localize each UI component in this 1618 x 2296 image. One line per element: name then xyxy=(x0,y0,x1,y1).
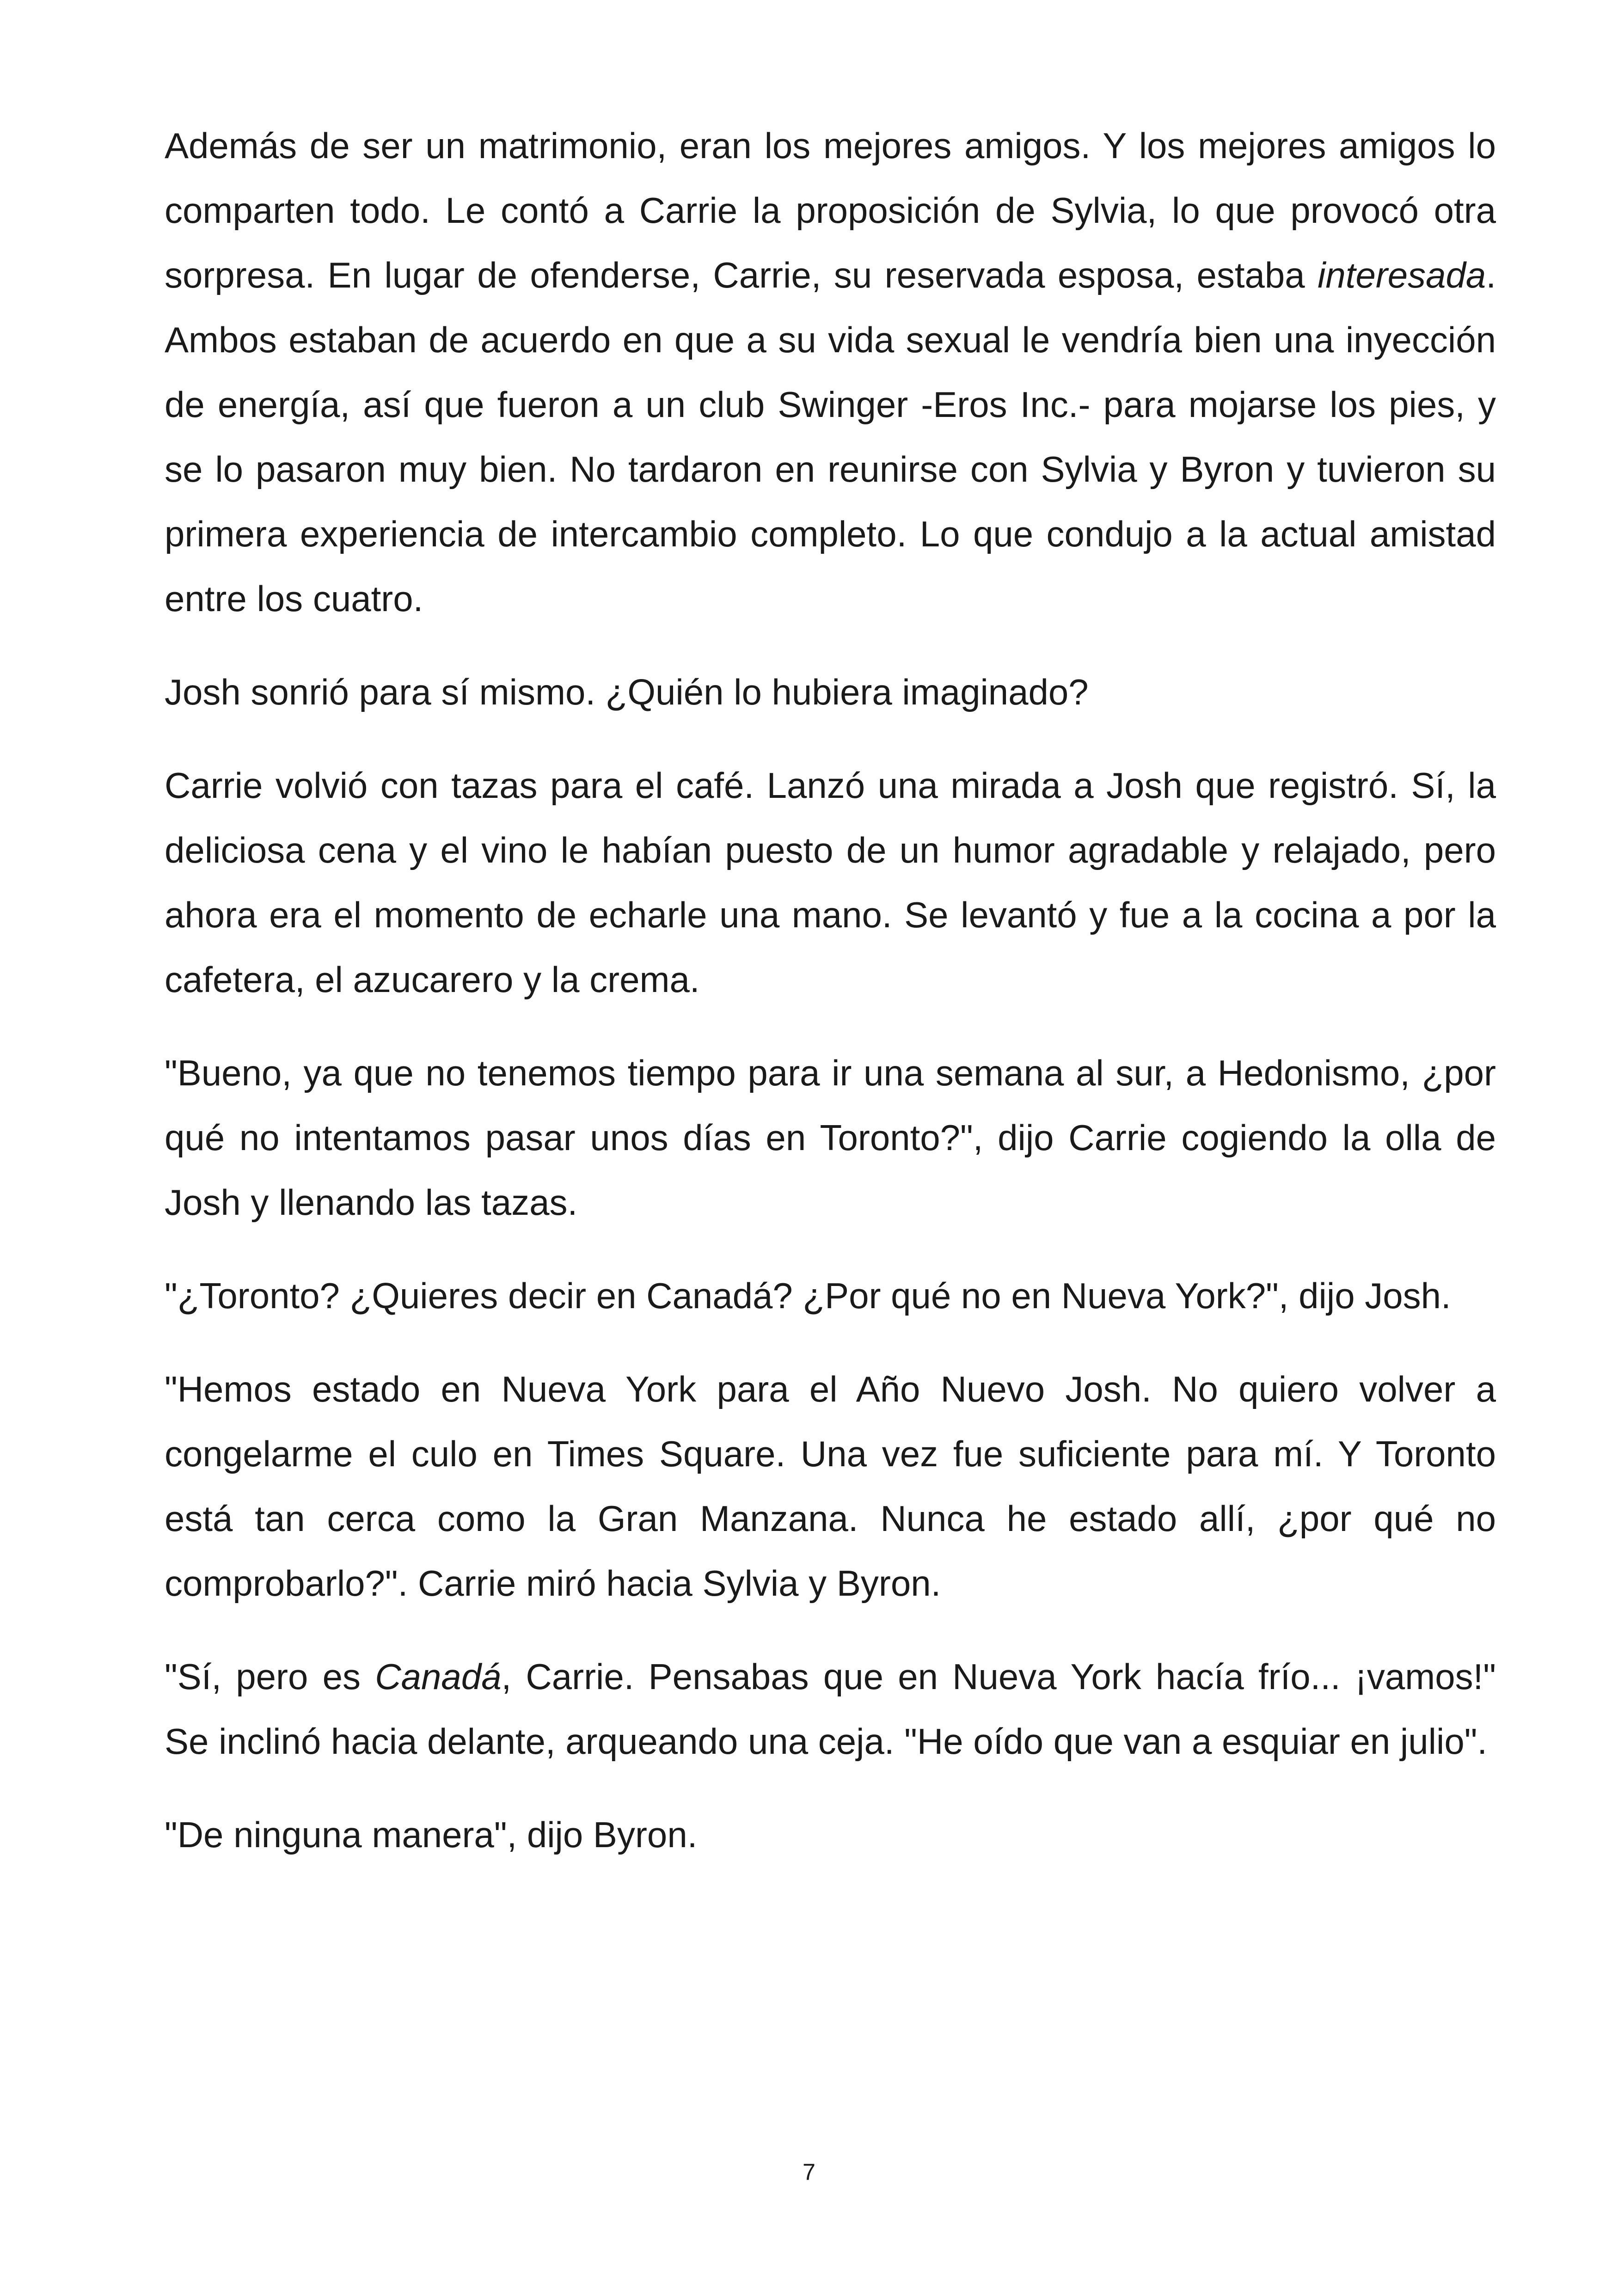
paragraph: Además de ser un matrimonio, eran los mejores amigos. Y los mejores amigos lo comparten todo. Le contó a Carrie la proposición de Sylvia, lo que provocó otra sorpresa. En lugar de ofenderse, Carrie, su reservada esposa, estaba interesada. Ambos estaban de acuerdo en que a su vida sexual le vendría bien una inyección de energía, así que fueron a un club Swinger -Eros Inc.- para mojarse los pies, y se lo pasaron muy bien. No tardaron en reunirse con Sylvia y Byron y tuvieron su primera experiencia de intercambio completo. Lo que condujo a la actual amistad entre los cuatro. xyxy=(165,125,1496,619)
paragraph: Josh sonrió para sí mismo. ¿Quién lo hubiera imaginado? xyxy=(165,672,1089,712)
paragraph: "¿Toronto? ¿Quieres decir en Canadá? ¿Por qué no en Nueva York?", dijo Josh. xyxy=(165,1275,1451,1316)
paragraph: Carrie volvió con tazas para el café. Lanzó una mirada a Josh que registró. Sí, la deliciosa cena y el vino le habían puesto de un humor agradable y relajado, pero ahora era el momento de echarle una mano. Se levantó y fue a la cocina a por la cafetera, el azucarero y la crema. xyxy=(165,765,1496,1000)
body-text xyxy=(165,113,1496,1896)
page-number: 7 xyxy=(803,2159,815,2185)
paragraph: "De ninguna manera", dijo Byron. xyxy=(165,1814,698,1855)
paragraph: "Sí, pero es Canadá, Carrie. Pensabas que en Nueva York hacía frío... ¡vamos!" Se inclinó hacia delante, arqueando una ceja. "He oído que van a esquiar en julio". xyxy=(165,1656,1496,1762)
paragraph: "Hemos estado en Nueva York para el Año Nuevo Josh. No quiero volver a congelarme el culo en Times Square. Una vez fue suficiente para mí. Y Toronto está tan cerca como la Gran Manzana. Nunca he estado allí, ¿por qué no comprobarlo?". Carrie miró hacia Sylvia y Byron. xyxy=(165,1369,1496,1604)
paragraph: "Bueno, ya que no tenemos tiempo para ir una semana al sur, a Hedonismo, ¿por qué no intentamos pasar unos días en Toronto?", dijo Carrie cogiendo la olla de Josh y llenando las tazas. xyxy=(165,1053,1496,1223)
